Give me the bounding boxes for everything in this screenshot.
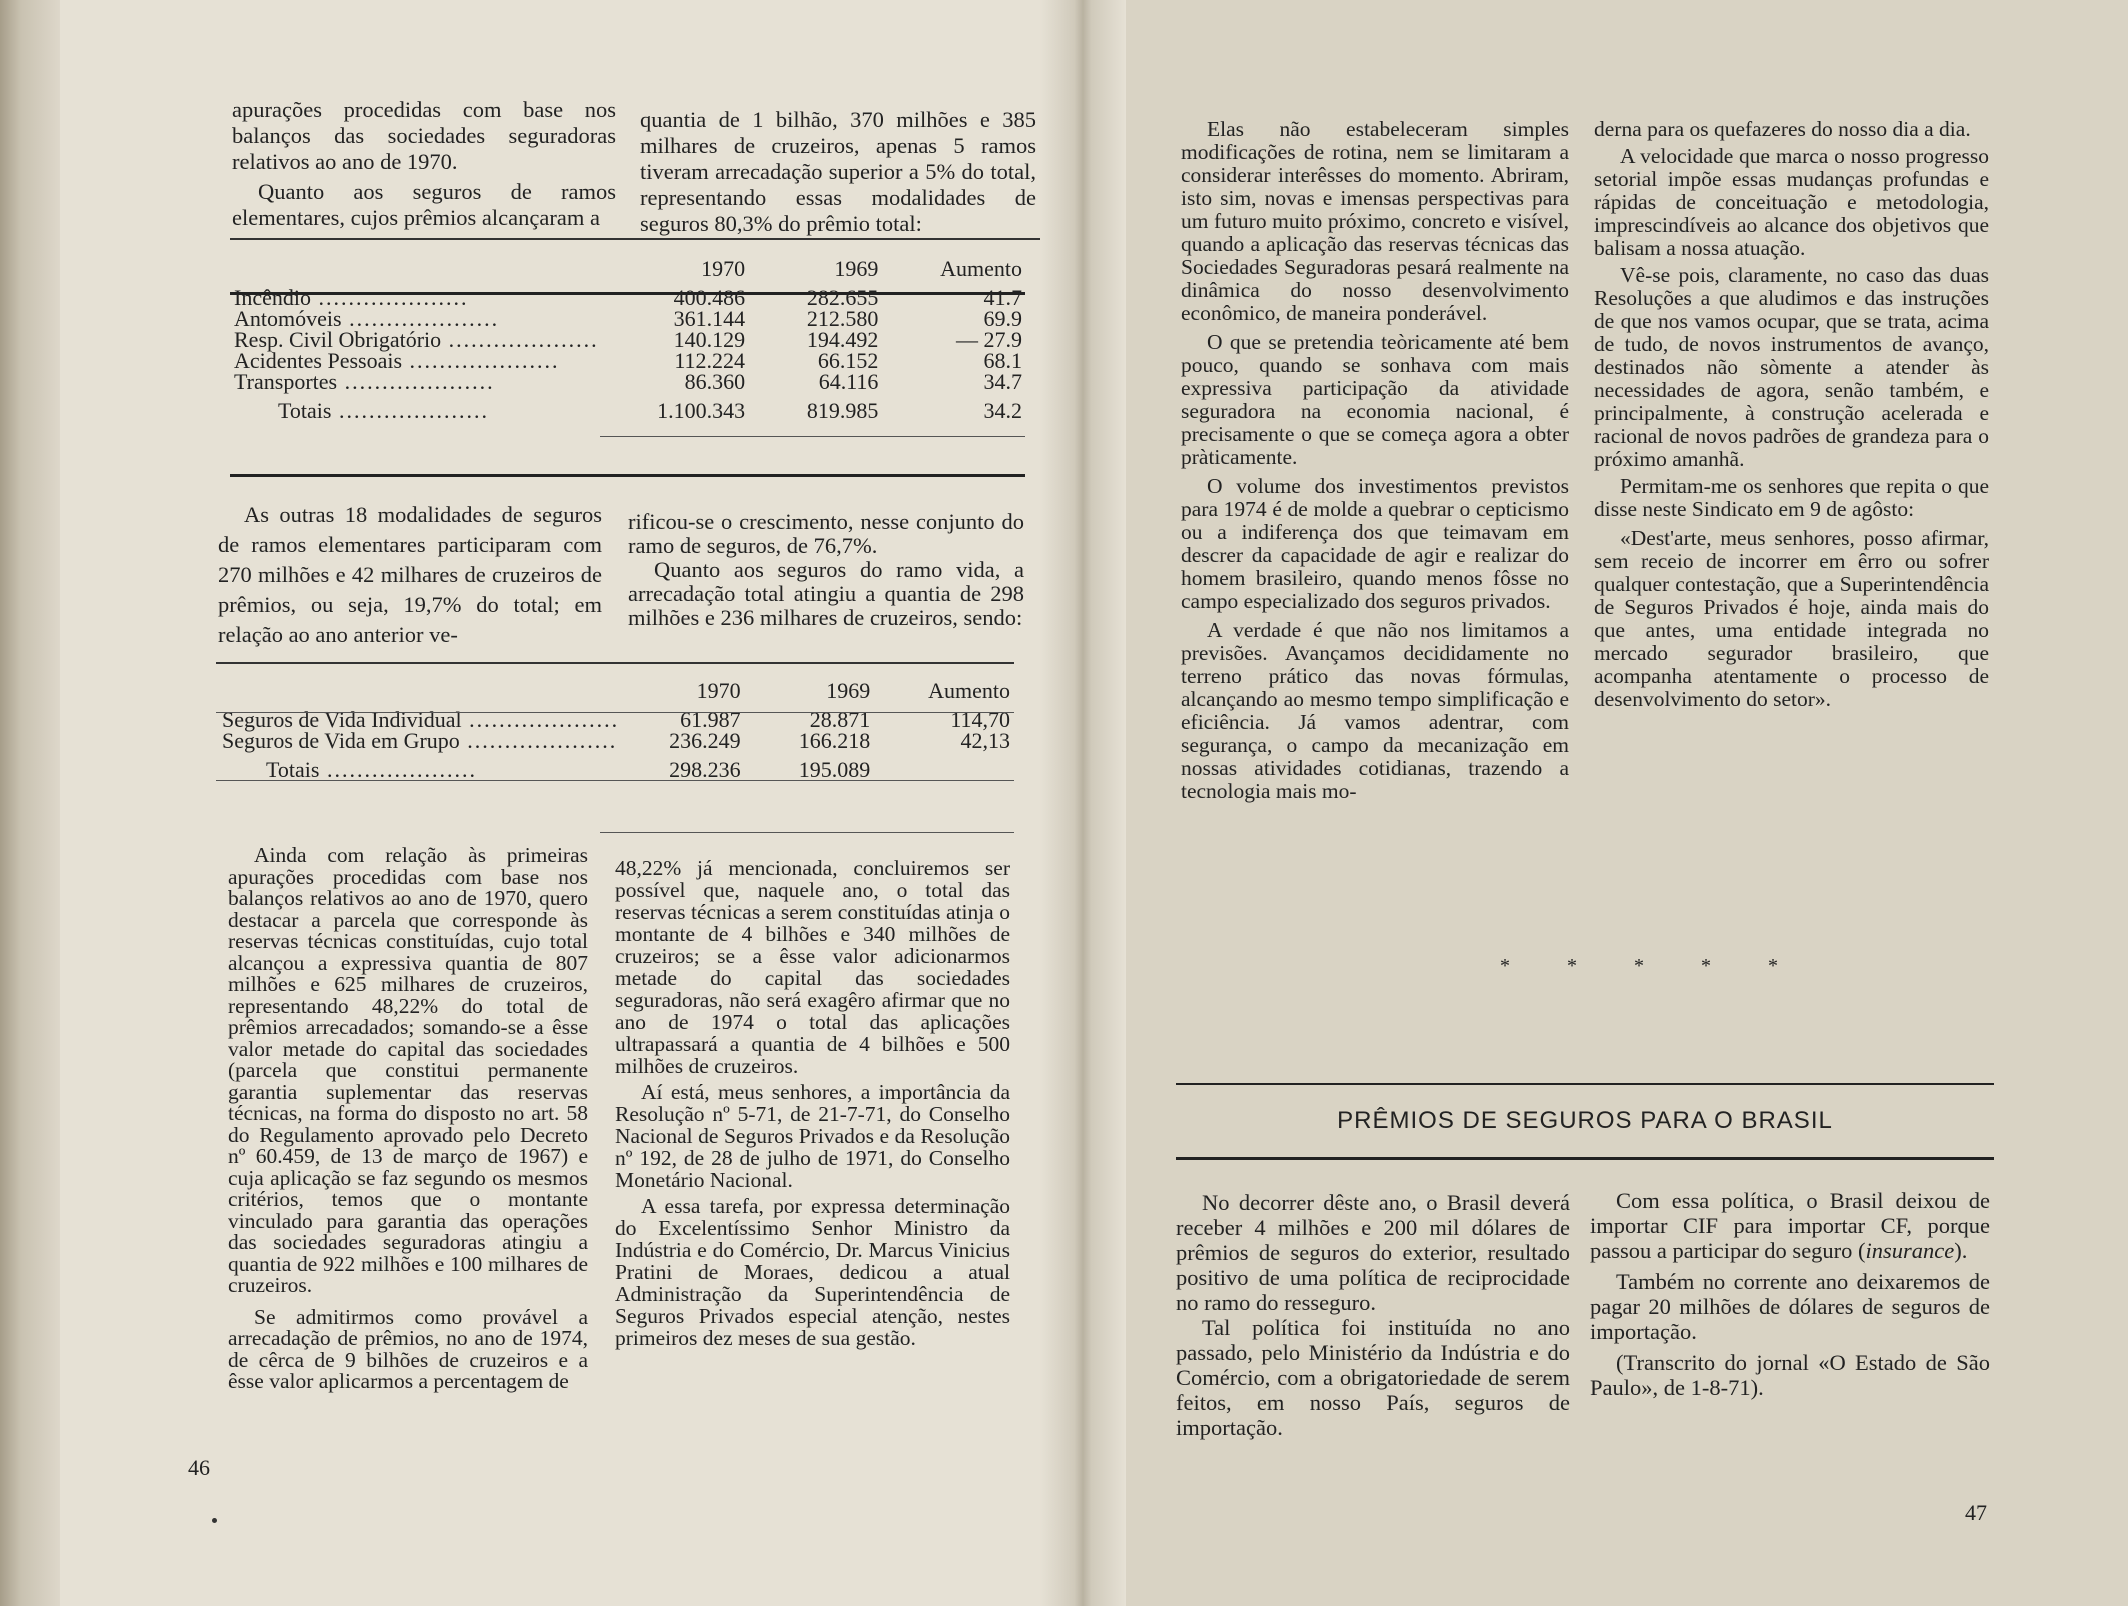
table-row [228, 329, 1028, 350]
cell-aumento: 69.9 [983, 306, 1022, 331]
page-number: 46 [188, 1455, 210, 1480]
paragraph: Permitam-me os senhores que repita o que disse neste Sindicato em 9 de agôsto: [1594, 474, 1989, 521]
col-header: Aumento [928, 678, 1010, 703]
table-rule [216, 780, 1014, 781]
cell-1969: 166.218 [798, 728, 871, 753]
cell-aumento: 34.2 [983, 398, 1022, 423]
paragraph: Quanto aos seguros de ramos elementares, cujos prêmios alcançaram a [232, 179, 616, 230]
paragraph: Também no corrente ano deixaremos de pagar 20 milhões de dólares de seguros de importação. [1590, 1269, 1990, 1344]
table-header-row [216, 672, 1016, 709]
paragraph: A velocidade que marca o nosso progresso setorial impõe essas mudanças profundas e rápidas de conceituação e metodologia, imprescindíveis ao alcance dos objetivos que balisam a nossa atuação. [1594, 144, 1989, 260]
col-header: 1969 [826, 678, 871, 703]
text-run: ). [1954, 1238, 1968, 1263]
page-edge [0, 0, 60, 1606]
table-row [228, 350, 1028, 371]
page-number: 47 [1965, 1500, 1987, 1525]
paragraph: rificou-se o crescimento, nesse conjunto do ramo de seguros, de 76,7%. [628, 509, 1024, 558]
paragraph: O que se pretendia teòricamente até bem pouco, quando se sonhava com mais expressiva participação da atividade seguradora na economia nacional, é precisamente o que se começa agora a obter pràticamente. [1181, 330, 1569, 469]
cell-aumento: — 27.9 [956, 327, 1022, 352]
row-label: Acidentes Pessoais [234, 348, 403, 373]
cell-aumento: 41.7 [983, 285, 1022, 310]
cell-aumento: 114,70 [950, 707, 1010, 732]
table-rule [600, 832, 1014, 833]
table-rule [230, 292, 1025, 295]
left-mid-col2 [628, 510, 1024, 630]
paragraph: Ainda com relação às primeiras apurações procedidas com base nos balanços relativos ao ano de 1970, quero destacar a parcela que corresponde às reservas técnicas constituídas, cujo total alcançou a expressiva quantia de 807 milhões e 625 milhares de cruzeiros, representando 48,22% do total de prêmios arrecadados; somando-se a êsse valor metade do capital das sociedades (parcela que constitui permanente garantia suplementar das reservas técnicas, na forma do disposto no art. 58 do Regulamento aprovado pelo Decreto nº 60.459, de 13 de março de 1967) e cuja aplicação se faz segundo os mesmos critérios, temos que o montante vinculado para garantia das operações das sociedades seguradoras atingiu a quantia de 922 milhões e 100 milhares de cruzeiros. [228, 843, 588, 1297]
paragraph: (Transcrito do jornal «O Estado de São Paulo», de 1-8-71). [1590, 1350, 1990, 1400]
paragraph [1590, 1188, 1990, 1263]
quote-paragraph: «Dest'arte, meus senhores, posso afirmar, sem receio de incorrer em êrro ou sofrer qualquer contestação, que a Superintendência de Seguros Privados é hoje, ainda mais do que antes, uma entidade integrada no mercado segurador brasileiro, que acompanha atentamente o processo de desenvolvimento do setor». [1594, 526, 1989, 711]
right-col1 [1181, 118, 1569, 803]
table-row [216, 730, 1016, 751]
left-col1-top [232, 97, 616, 231]
left-col2-top [640, 107, 1036, 237]
cell-1970: 298.236 [669, 757, 741, 782]
paragraph: Elas não estabeleceram simples modificações de rotina, nem se limitaram a considerar interêsses do momento. Abriram, isto sim, novas e imensas perspectivas para um futuro muito próximo, concreto e visível, quando a aplicação das reservas técnicas das Sociedades Seguradoras pesará realmente na dinâmica do nosso desenvolvimento econômico, de maneira ponderável. [1181, 117, 1569, 325]
cell-1970: 112.224 [674, 348, 746, 373]
cell-1969: 282.655 [806, 285, 879, 310]
paragraph: apurações procedidas com base nos balanços das sociedades seguradoras relativos ao ano de 1970. [232, 97, 616, 174]
section-separator: * * * * * [1500, 955, 1804, 977]
table-rule [230, 474, 1025, 477]
paragraph: 48,22% já mencionada, concluiremos ser possível que, naquele ano, o total das reservas técnicas a serem constituídas atinja o montante de 4 bilhões e 340 milhões de cruzeiros; se a êsse valor adicionarmos metade do capital das sociedades seguradoras, não será exagêro afirmar que no ano de 1974 o total das aplicações ultrapassará a quantia de 4 bilhões e 500 milhões de cruzeiros. [615, 856, 1010, 1078]
text-run-italic: insurance [1865, 1238, 1955, 1263]
table-rule [230, 238, 1040, 240]
cell-1969: 212.580 [806, 306, 879, 331]
cell-1969: 195.089 [798, 757, 871, 782]
paragraph: A verdade é que não nos limitamos a previsões. Avançamos decididamente no terreno prático das novas fórmulas, alcançando ao mesmo tempo simplificação e eficiência. Já vamos adentrar, com segurança, o campo da mecanização em nossas atividades cotidianas, trazendo a tecnologia mais mo- [1181, 618, 1569, 803]
table-row [228, 308, 1028, 329]
cell-1970: 86.360 [684, 369, 746, 394]
row-label: Resp. Civil Obrigatório [234, 327, 442, 352]
left-low-col2 [615, 857, 1010, 1349]
section-title [1176, 1083, 1994, 1160]
cell-aumento: 42,13 [960, 728, 1010, 753]
table-row [228, 287, 1028, 308]
table-rule [216, 712, 1014, 713]
cell-1970: 140.129 [673, 327, 746, 352]
paragraph: Quanto aos seguros do ramo vida, a arrecadação total atingiu a quantia de 298 milhões e 236 milhares de cruzeiros, sendo: [628, 557, 1024, 630]
cell-aumento: 34.7 [983, 369, 1022, 394]
cell-1970: 61.987 [680, 707, 741, 732]
cell-1969: 194.492 [806, 327, 879, 352]
cell-aumento [876, 751, 1016, 788]
row-label: Incêndio [234, 285, 311, 310]
paragraph: quantia de 1 bilhão, 370 milhões e 385 milhares de cruzeiros, apenas 5 ramos tiveram arrecadação superior a 5% do total, representando essas modalidades de seguros 80,3% do prêmio total: [640, 107, 1036, 236]
col-header: Aumento [940, 256, 1022, 281]
table-rule [216, 662, 1014, 664]
col-header: 1970 [696, 678, 741, 703]
table-total-row [228, 392, 1028, 429]
paragraph: Aí está, meus senhores, a importância da Resolução nº 5-71, de 21-7-71, do Conselho Nacional de Seguros Privados e da Resolução nº 192, de 28 de julho de 1971, do Conselho Monetário Nacional. [615, 1080, 1010, 1192]
paragraph: No decorrer dêste ano, o Brasil deverá receber 4 milhões e 200 mil dólares de prêmios de seguros do exterior, resultado positivo de uma política de reciprocidade no ramo do resseguro. [1176, 1190, 1570, 1315]
table-total-row [216, 751, 1016, 788]
col-header: 1970 [701, 256, 746, 281]
section-title-text: PRÊMIOS DE SEGUROS PARA O BRASIL [1337, 1107, 1833, 1134]
paragraph: Tal política foi instituída no ano passado, pelo Ministério da Indústria e do Comércio, com a obrigatoriedade de serem feitos, em nosso País, seguros de importação. [1176, 1315, 1570, 1440]
left-mid-col1 [218, 500, 602, 650]
row-label: Seguros de Vida em Grupo [222, 728, 460, 753]
cell-1969: 819.985 [806, 398, 879, 423]
section-col2 [1590, 1188, 1990, 1400]
cell-1969: 28.871 [809, 707, 871, 732]
premium-table [228, 250, 1028, 429]
life-insurance-table [216, 672, 1016, 788]
cell-1970: 1.100.343 [657, 398, 746, 423]
table-header-row [228, 250, 1028, 287]
paragraph: derna para os quefazeres do nosso dia a dia. [1594, 117, 1971, 141]
cell-1969: 64.116 [818, 369, 879, 394]
paragraph: A essa tarefa, por expressa determinação do Excelentíssimo Senhor Ministro da Indústria e do Comércio, Dr. Marcus Vinicius Pratini de Moraes, dedicou a atual Administração da Superintendência de Seguros Privados especial atenção, nestes primeiros dez meses de sua gestão. [615, 1194, 1010, 1350]
table-rule [600, 436, 1025, 437]
section-col1 [1176, 1190, 1570, 1440]
paragraph: O volume dos investimentos previstos para 1974 é de molde a quebrar o cepticismo ou a indiferença dos que teimavam em descrer da capacidade de agir e realizar do homem brasileiro, quando menos fôsse no campo especializado dos seguros privados. [1181, 474, 1569, 613]
row-label: Totais [266, 757, 320, 782]
left-low-col1 [228, 845, 588, 1393]
cell-1970: 236.249 [669, 728, 741, 753]
cell-1969: 66.152 [817, 348, 879, 373]
row-label: Seguros de Vida Individual [222, 707, 462, 732]
row-label: Antomóveis [234, 306, 342, 331]
right-col2 [1594, 118, 1989, 711]
paragraph: As outras 18 modalidades de seguros de ramos elementares participaram com 270 milhões e 42 milhares de cruzeiros de prêmios, ou seja, 19,7% do total; em relação ao ano anterior ve- [218, 502, 602, 647]
paragraph: Vê-se pois, claramente, no caso das duas Resoluções a que aludimos e das instruções de que nos vamos ocupar, que se trata, acima de tudo, de novos instrumentos de avanço, destinados não sòmente a atender às necessidades de agora, senão também, e principalmente, à construção acelerada e racional de novos padrões de grandeza para o próximo amanhã. [1594, 263, 1989, 471]
paragraph: Se admitirmos como provável a arrecadação de prêmios, no ano de 1974, de cêrca de 9 bilhões de cruzeiros e a êsse valor aplicarmos a percentagem de [228, 1304, 588, 1393]
col-header: 1969 [834, 256, 879, 281]
cell-1970: 361.144 [673, 306, 746, 331]
ink-mark [212, 1518, 217, 1523]
row-label: Totais [278, 398, 332, 423]
text-run: Com essa política, o Brasil deixou de importar CIF para importar CF, porque passou a participar do seguro ( [1590, 1188, 1990, 1263]
cell-aumento: 68.1 [983, 348, 1022, 373]
row-label: Transportes [234, 369, 338, 394]
table-row [228, 371, 1028, 392]
cell-1970: 400.486 [673, 285, 746, 310]
